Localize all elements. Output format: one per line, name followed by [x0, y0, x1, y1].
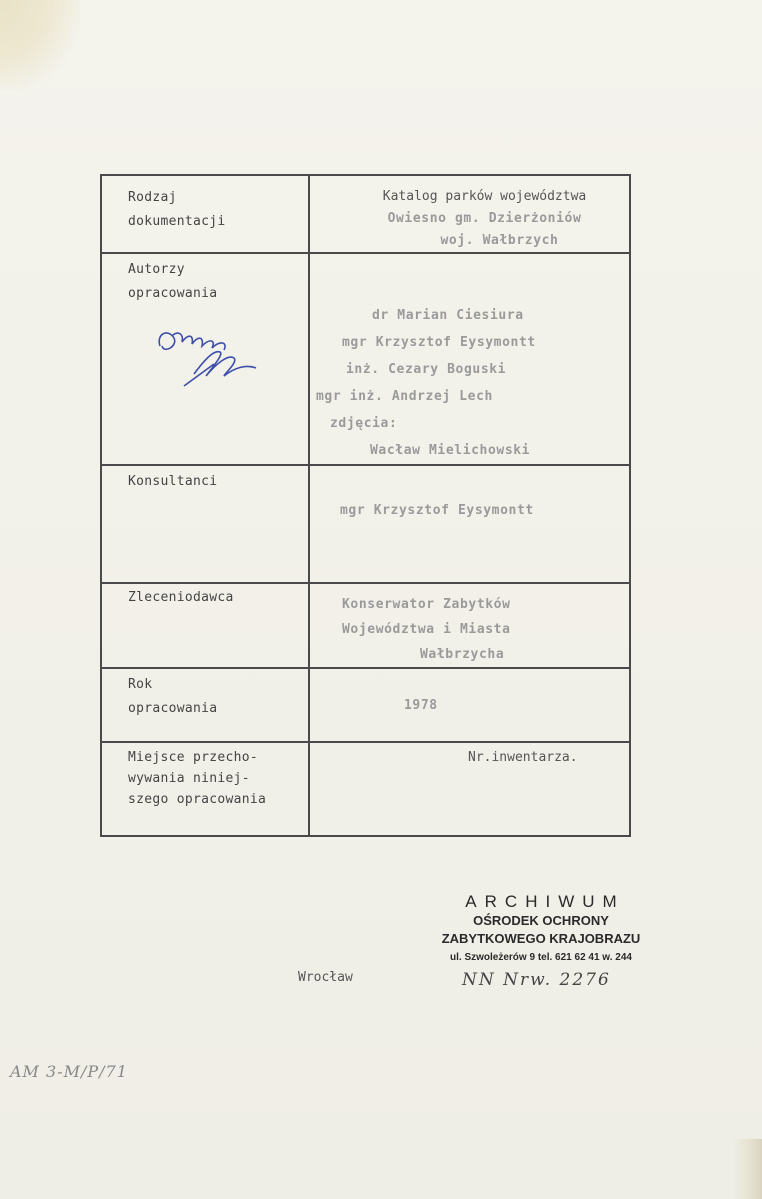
form-label-cell: [101, 465, 309, 583]
signature: [154, 324, 264, 394]
form-value-cell: [309, 175, 630, 253]
label-line: Miejsce przecho-: [128, 750, 259, 765]
value-line: mgr inż. Andrzej Lech: [316, 389, 493, 404]
value-line: dr Marian Ciesiura: [372, 308, 524, 323]
archive-signature-handwritten: AM 3-M/P/71: [10, 1062, 128, 1081]
label-line: Autorzy: [128, 262, 185, 277]
form-row-doc-type: [101, 175, 630, 253]
inventory-number-handwritten: NN Nrw. 2276: [462, 970, 611, 990]
value-line: zdjęcia:: [330, 416, 398, 431]
value-line: woj. Wałbrzych: [440, 233, 559, 248]
value-line: Województwa i Miasta: [342, 622, 511, 637]
form-value-cell: [309, 583, 630, 668]
value-line: Konserwator Zabytków: [342, 597, 511, 612]
stamp-address: ul. Szwoleżerów 9 tel. 621 62 41 w. 244: [450, 952, 632, 963]
paper-stain: [0, 0, 80, 90]
value-line: Owiesno gm. Dzierżoniów: [387, 211, 582, 226]
archive-stamp: [436, 892, 646, 968]
stamp-line: OŚRODEK OCHRONY: [473, 913, 609, 928]
form-value-cell: [309, 742, 630, 836]
form-row-storage-place: [101, 742, 630, 836]
form-row-consultants: [101, 465, 630, 583]
value-line: Wałbrzycha: [420, 647, 505, 662]
label-line: Zleceniodawca: [128, 590, 234, 605]
city-name: Wrocław: [298, 970, 353, 985]
label-line: Rodzaj: [128, 190, 177, 205]
label-line: wywania niniej-: [128, 771, 250, 786]
form-value-cell: [309, 668, 630, 742]
paper-edge-shadow: [732, 1139, 762, 1199]
label-line: Rok: [128, 677, 153, 692]
form-row-authors: [101, 253, 630, 465]
value-line: Nr.inwentarza.: [468, 750, 578, 765]
value-line: mgr Krzysztof Eysymontt: [342, 335, 536, 350]
label-line: opracowania: [128, 701, 218, 716]
value-line: 1978: [404, 698, 438, 713]
value-line: Wacław Mielichowski: [370, 443, 531, 458]
form-label-cell: [101, 583, 309, 668]
form-label-cell: [101, 668, 309, 742]
form-label-cell: [101, 742, 309, 836]
form-row-client: [101, 583, 630, 668]
documentation-form-table: [100, 174, 631, 837]
value-line: Katalog parków województwa: [382, 189, 587, 204]
form-value-cell: [309, 253, 630, 465]
label-line: opracowania: [128, 286, 218, 301]
stamp-title: ARCHIWUM: [465, 892, 625, 911]
label-line: Konsultanci: [128, 474, 218, 489]
label-line: dokumentacji: [128, 214, 226, 229]
form-label-cell: [101, 253, 309, 465]
value-line: mgr Krzysztof Eysymontt: [340, 503, 534, 518]
form-label-cell: [101, 175, 309, 253]
form-value-cell: [309, 465, 630, 583]
label-line: szego opracowania: [128, 792, 267, 807]
value-line: inż. Cezary Boguski: [346, 362, 507, 377]
form-row-year: [101, 668, 630, 742]
stamp-line: ZABYTKOWEGO KRAJOBRAZU: [441, 931, 641, 946]
